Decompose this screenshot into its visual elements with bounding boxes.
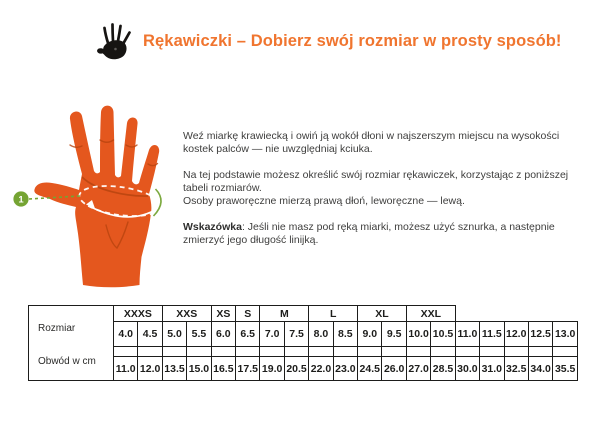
- size-cell: 11.5: [480, 322, 504, 347]
- hand-measure-illustration: [10, 95, 180, 295]
- circumference-cell: 13.5: [162, 357, 186, 381]
- size-group-m: M: [260, 306, 309, 322]
- size-cell: 8.5: [333, 322, 357, 347]
- instruction-paragraph-2-line-1: Na tej podstawie możesz określić swój rozmiar rękawiczek, korzystając z poniższej tabeli rozmiarów.: [183, 169, 569, 194]
- instruction-paragraph-1: Weź miarkę krawiecką i owiń ją wokół dłoni w najszerszym miejscu na wysokości kostek palców — nie uwzględniaj kciuka.: [183, 130, 560, 155]
- circumference-cell: 24.5: [358, 357, 382, 381]
- size-cell: 13.0: [553, 322, 578, 347]
- measure-green-bracket: [154, 189, 162, 216]
- circumference-cell: 32.5: [504, 357, 528, 381]
- size-table: [28, 305, 578, 381]
- circumference-cell: 26.0: [382, 357, 406, 381]
- step-marker: [13, 191, 28, 206]
- step-marker-number: 1: [18, 194, 24, 206]
- size-cell: 4.0: [114, 322, 138, 347]
- size-row-label: Rozmiar: [38, 323, 76, 334]
- size-cell: 7.5: [284, 322, 308, 347]
- black-hand-icon: [96, 20, 136, 62]
- page-title: Rękawiczki – Dobierz swój rozmiar w prosty sposób!: [143, 31, 562, 50]
- size-group-l: L: [309, 306, 358, 322]
- circumference-row-label: Obwód w cm: [38, 356, 96, 367]
- size-cell: 11.0: [455, 322, 479, 347]
- size-cell: 8.0: [309, 322, 333, 347]
- empty-header-cell: [528, 306, 552, 322]
- circumference-cell: 15.0: [187, 357, 211, 381]
- size-cell: 5.5: [187, 322, 211, 347]
- hint-paragraph: [183, 221, 587, 247]
- circumference-cell: 30.0: [455, 357, 479, 381]
- circumference-cell: 28.5: [431, 357, 455, 381]
- size-group-xxs: XXS: [162, 306, 211, 322]
- empty-header-cell: [455, 306, 479, 322]
- empty-header-cell: [504, 306, 528, 322]
- size-group-header-row: [29, 306, 578, 322]
- circumference-cell: 27.0: [406, 357, 430, 381]
- size-cell: 12.5: [528, 322, 552, 347]
- circumference-cell: 35.5: [553, 357, 578, 381]
- row-labels-cell: [29, 306, 114, 381]
- size-cell: 9.0: [358, 322, 382, 347]
- size-cell: 6.5: [236, 322, 260, 347]
- circumference-cell: 16.5: [211, 357, 235, 381]
- size-group-xxl: XXL: [406, 306, 455, 322]
- empty-header-cell: [480, 306, 504, 322]
- size-cell: 12.0: [504, 322, 528, 347]
- instruction-paragraph-2: [183, 169, 587, 208]
- instruction-paragraph-2-line-2: Osoby praworęczne mierzą prawą dłoń, leworęczne — lewą.: [183, 195, 465, 207]
- size-table-wrap: [28, 305, 578, 381]
- size-cell: 4.5: [138, 322, 162, 347]
- size-group-xxxs: XXXS: [114, 306, 163, 322]
- header: [96, 20, 562, 62]
- circumference-cell: 31.0: [480, 357, 504, 381]
- empty-header-cell: [553, 306, 578, 322]
- size-cell: 5.0: [162, 322, 186, 347]
- size-cell: 10.0: [406, 322, 430, 347]
- size-group-s: S: [236, 306, 260, 322]
- circumference-cell: 12.0: [138, 357, 162, 381]
- instructions: [183, 130, 587, 260]
- size-cell: 6.0: [211, 322, 235, 347]
- circumference-cell: 23.0: [333, 357, 357, 381]
- hint-text: : Jeśli nie masz pod ręką miarki, możesz użyć sznurka, a następnie zmierzyć jego długość linijką.: [183, 221, 555, 246]
- circumference-cell: 17.5: [236, 357, 260, 381]
- size-cell: 9.5: [382, 322, 406, 347]
- circumference-cell: 11.0: [114, 357, 138, 381]
- circumference-cell: 19.0: [260, 357, 284, 381]
- circumference-cell: 34.0: [528, 357, 552, 381]
- circumference-cell: 22.0: [309, 357, 333, 381]
- size-cell: 10.5: [431, 322, 455, 347]
- size-group-xs: XS: [211, 306, 235, 322]
- hint-label: Wskazówka: [183, 221, 242, 233]
- circumference-cell: 20.5: [284, 357, 308, 381]
- size-group-xl: XL: [358, 306, 407, 322]
- size-cell: 7.0: [260, 322, 284, 347]
